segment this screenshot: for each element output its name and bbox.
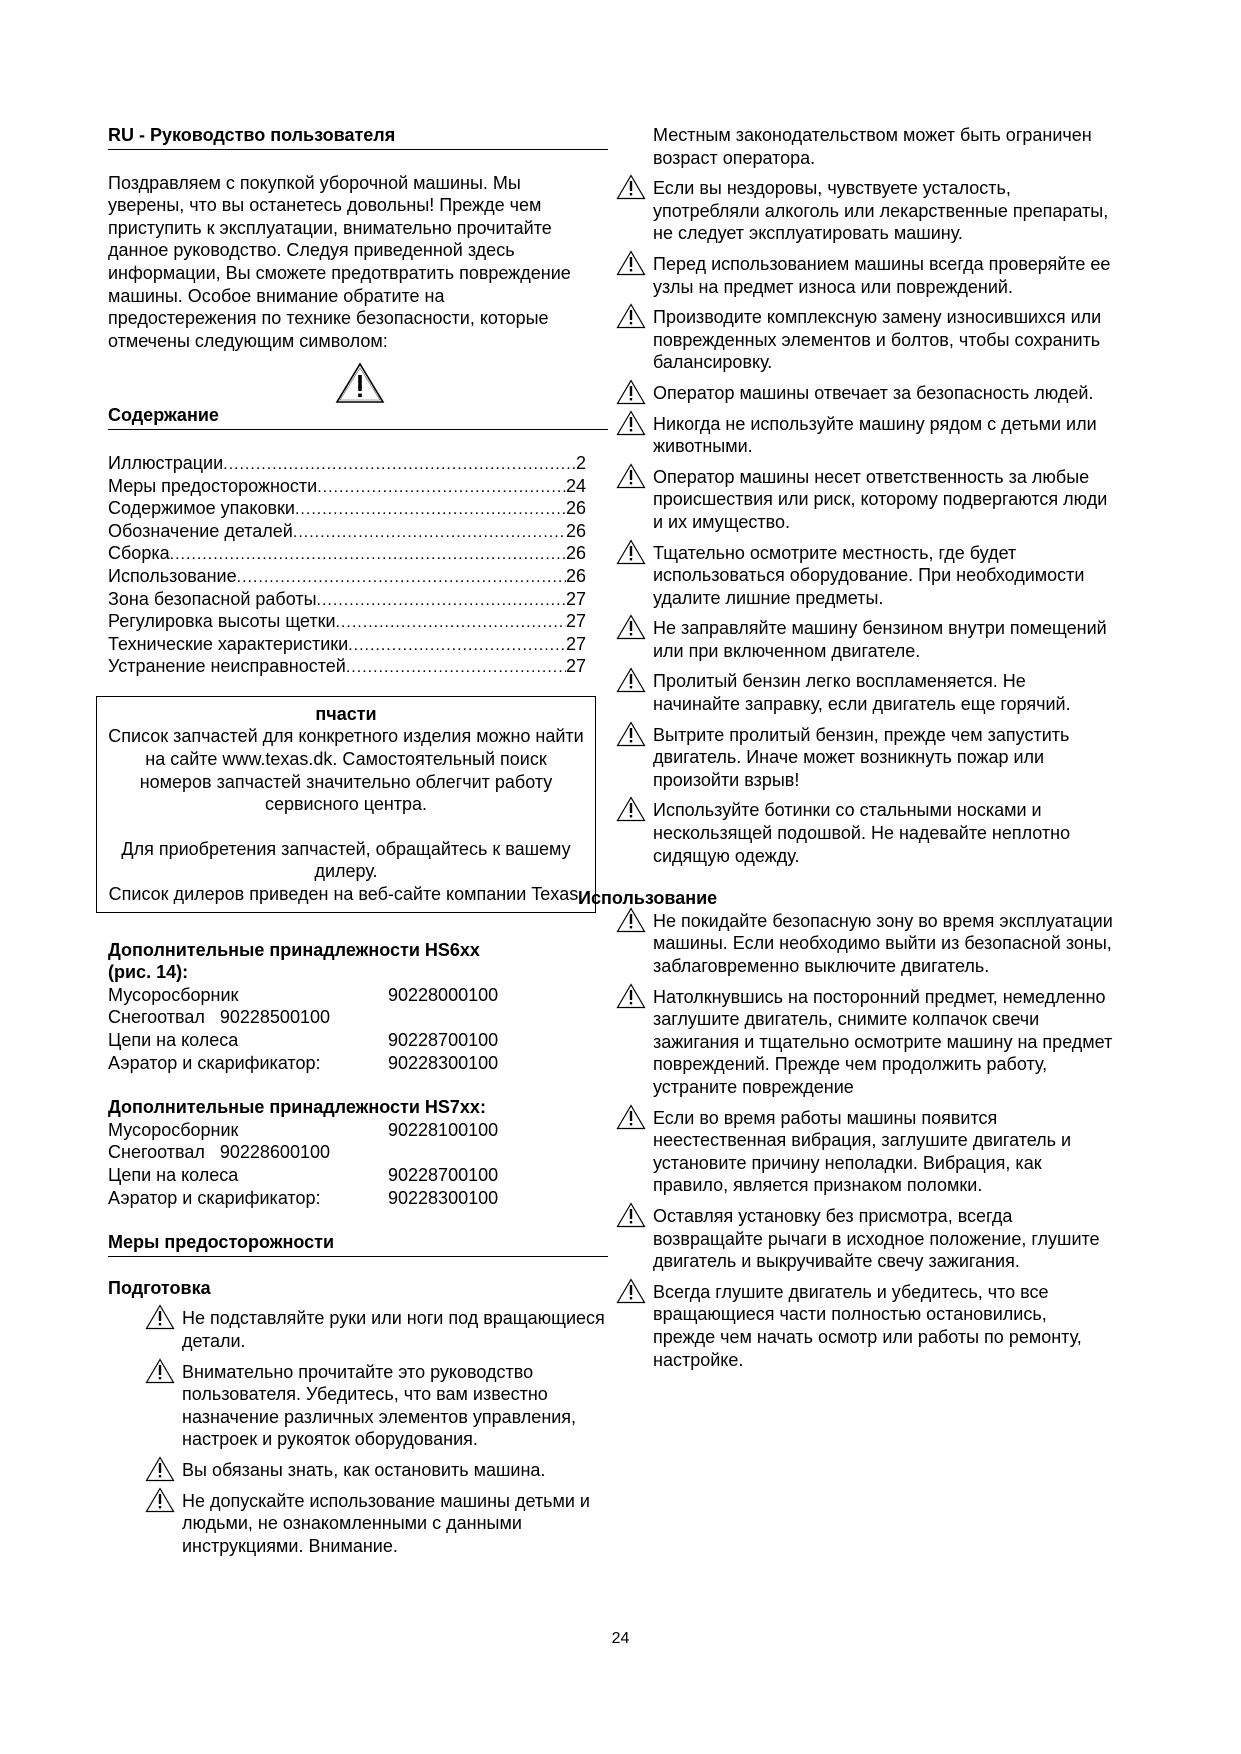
safety-warnings	[653, 177, 1153, 867]
warning-triangle-icon	[616, 539, 646, 565]
list-item	[108, 1029, 608, 1052]
accessories-hs6-list	[108, 984, 608, 1074]
toc-row[interactable]	[108, 475, 586, 498]
warning-text: Тщательно осмотрите местность, где будет использоваться оборудование. При необходимости удалите лишние предметы.	[653, 542, 1085, 608]
warning-item	[108, 1307, 608, 1352]
warning-triangle-icon	[616, 250, 646, 276]
toc-leader	[237, 567, 566, 590]
list-item	[108, 1052, 608, 1075]
toc-label: Содержимое упаковки	[108, 498, 295, 519]
list-item	[108, 1164, 608, 1187]
warning-text: Вы обязаны знать, как остановить машина.	[182, 1459, 546, 1480]
warning-text: Используйте ботинки со стальными носками и нескользящей подошвой. Не надевайте неплотно сидящую одежду.	[653, 800, 1071, 866]
parts-box-dealer-list-text: Список дилеров приведен на веб-сайте компании Texas.	[108, 884, 584, 905]
accessory-name: Мусоросборник	[108, 984, 239, 1005]
warning-text: Не допускайте использование машины детьми и людьми, не ознакомленными с данными инструкциями. Внимание.	[182, 1490, 590, 1556]
toc-leader	[346, 657, 566, 680]
warning-text: Оператор машины несет ответственность за любые происшествия или риск, которому подвергаются люди и их имущество.	[653, 466, 1108, 532]
toc-row[interactable]	[108, 610, 586, 633]
manual-title: RU - Руководство пользователя	[108, 124, 608, 150]
toc-leader	[170, 544, 566, 567]
warning-triangle-icon	[616, 410, 646, 436]
warning-text: Внимательно прочитайте это руководство пользователя. Убедитесь, что вам известно назначение различных элементов управления, настроек и рукояток оборудования.	[182, 1361, 577, 1450]
page-number: 24	[611, 1630, 630, 1647]
warning-triangle-icon	[616, 721, 646, 747]
toc-label: Меры предосторожности	[108, 475, 318, 496]
accessory-name: Аэратор и скарификатор:	[108, 1052, 321, 1073]
warning-text: Никогда не используйте машину рядом с детьми или животными.	[653, 413, 1097, 457]
preparation-heading: Подготовка	[108, 1277, 211, 1298]
toc-leader	[317, 477, 566, 500]
toc-leader	[293, 522, 566, 545]
warning-triangle-icon	[616, 1202, 646, 1228]
spare-parts-box	[96, 696, 596, 913]
toc-leader	[348, 635, 566, 658]
warning-triangle-icon	[616, 907, 646, 933]
warning-triangle-icon	[616, 174, 646, 200]
warning-item	[108, 1361, 608, 1451]
toc-page: 27	[565, 656, 586, 677]
toc-label: Использование	[108, 565, 237, 586]
warning-item	[578, 724, 1113, 792]
toc-row[interactable]	[108, 633, 586, 656]
warning-item	[578, 1281, 1113, 1371]
warning-triangle-icon	[616, 614, 646, 640]
toc-label: Зона безопасной работы	[108, 588, 317, 609]
table-of-contents	[108, 452, 586, 678]
warning-text: Производите комплексную замену износившихся или поврежденных элементов и болтов, чтобы сохранить балансировку.	[653, 307, 1102, 373]
toc-label: Устранение неисправностей	[108, 656, 346, 677]
warning-item	[578, 253, 1113, 298]
accessory-name: Аэратор и скарификатор:	[108, 1187, 321, 1208]
toc-page: 27	[565, 633, 586, 654]
parts-box-dealer-text: Для приобретения запчастей, обращайтесь к вашему дилеру.	[121, 838, 571, 882]
list-item	[108, 1006, 608, 1029]
warning-text: Пролитый бензин легко воспламеняется. Не начинайте заправку, если двигатель еще горячий.	[653, 671, 1071, 715]
warning-triangle-icon	[616, 463, 646, 489]
toc-row[interactable]	[108, 497, 586, 520]
warning-item	[578, 177, 1113, 245]
toc-label: Регулировка высоты щетки	[108, 611, 336, 632]
accessories-hs6-heading: Дополнительные принадлежности HS6xx	[108, 939, 480, 960]
warning-triangle-icon	[616, 983, 646, 1009]
accessories-hs6-figure-ref: (рис. 14):	[108, 962, 189, 983]
toc-label: Обозначение деталей	[108, 520, 293, 541]
accessory-name: Снегоотвал 90228600100	[108, 1142, 330, 1163]
toc-page: 27	[565, 611, 586, 632]
accessory-name: Снегоотвал 90228500100	[108, 1007, 330, 1028]
toc-leader	[295, 499, 566, 522]
parts-box-title: пчасти	[315, 703, 377, 724]
warning-text: Всегда глушите двигатель и убедитесь, что все вращающиеся части полностью остановились, прежде чем начать осмотр или работы по ремонту, настройке.	[653, 1281, 1082, 1370]
accessory-code: 90228100100	[388, 1119, 499, 1140]
parts-box-text: Список запчастей для конкретного изделия можно найти на сайте www.texas.dk. Самостоятельный поиск номеров запчастей значительно облегчит работу сервисного центра.	[108, 726, 584, 815]
warning-item	[578, 382, 1113, 405]
warning-text: Оператор машины отвечает за безопасность людей.	[653, 382, 1094, 403]
toc-page: 2	[575, 452, 586, 473]
intro-paragraph: Поздравляем с покупкой уборочной машины. Мы уверены, что вы останетесь довольны! Прежде чем приступить к эксплуатации, внимательно прочитайте данное руководство. Следуя приведенной здесь информации, Вы сможете предотвратить повреждение машины. Особое внимание обратите на предостережения по технике безопасности, которые отмечены следующим символом:	[108, 172, 571, 351]
toc-leader	[317, 590, 566, 613]
left-column	[108, 124, 608, 1557]
toc-label: Технические характеристики	[108, 633, 349, 654]
toc-page: 26	[565, 565, 586, 586]
warning-triangle-icon	[616, 1278, 646, 1304]
warning-item	[578, 1205, 1113, 1273]
warning-text: Не заправляйте машину бензином внутри помещений или при включенном двигателе.	[653, 618, 1107, 661]
warning-item	[108, 1490, 608, 1558]
toc-page: 26	[565, 498, 586, 519]
list-item	[108, 1187, 608, 1210]
warning-triangle-icon	[616, 796, 646, 822]
warning-item	[578, 799, 1113, 867]
warning-item	[108, 1459, 608, 1482]
toc-row[interactable]	[108, 565, 586, 588]
toc-label: Сборка	[108, 543, 170, 564]
toc-label: Иллюстрации	[108, 452, 224, 473]
accessory-code: 90228700100	[388, 1030, 499, 1050]
precautions-heading: Меры предосторожности	[108, 1231, 608, 1257]
usage-heading: Использование	[578, 888, 718, 909]
toc-page: 24	[565, 475, 586, 496]
accessory-name: Мусоросборник	[108, 1119, 239, 1140]
toc-row[interactable]	[108, 542, 586, 565]
preparation-warnings	[108, 1307, 608, 1557]
continued-text: Местным законодательством может быть ограничен возраст оператора.	[653, 125, 1092, 168]
accessory-code: 90228300100	[388, 1187, 499, 1208]
accessory-code: 90228000100	[388, 984, 499, 1005]
warning-text: Если вы нездоровы, чувствуете усталость, употребляли алкоголь или лекарственные препараты, не следует эксплуатировать машину.	[653, 178, 1109, 244]
warning-item	[578, 542, 1113, 610]
warning-triangle-icon	[616, 667, 646, 693]
warning-triangle-icon	[335, 362, 385, 404]
toc-leader	[223, 454, 576, 477]
warning-text: Оставляя установку без присмотра, всегда возвращайте рычаги в исходное положение, глушите двигатель и выкручивайте свечу зажигания.	[653, 1205, 1100, 1272]
accessory-name: Цепи на колеса	[108, 1164, 239, 1185]
accessories-hs7-list	[108, 1119, 608, 1209]
list-item	[108, 1141, 608, 1164]
contents-heading: Содержание	[108, 404, 608, 430]
toc-leader	[336, 612, 566, 635]
warning-triangle-icon	[616, 379, 646, 405]
usage-warnings	[653, 910, 1153, 1371]
warning-text: Если во время работы машины появится неестественная вибрация, заглушите двигатель и установите причину неполадки. Вибрация, как правило, является признаком поломки.	[653, 1107, 1072, 1196]
warning-triangle-icon	[616, 1104, 646, 1130]
warning-text: Натолкнувшись на посторонний предмет, немедленно заглушите двигатель, снимите колпачок свечи зажигания и тщательно осмотрите машину на предмет повреждений. Прежде чем продолжить работу, устраните повреждение	[653, 986, 1113, 1097]
warning-text: Не покидайте безопасную зону во время эксплуатации машины. Если необходимо выйти из безопасной зоны, заблаговременно выключите двигатель.	[653, 910, 1113, 976]
warning-text: Вытрите пролитый бензин, прежде чем запустить двигатель. Иначе может возникнуть пожар или произойти взрыв!	[653, 724, 1070, 790]
toc-row[interactable]	[108, 520, 586, 543]
warning-item	[578, 306, 1113, 374]
accessories-hs7-heading: Дополнительные принадлежности HS7xx:	[108, 1097, 486, 1118]
warning-item	[578, 910, 1113, 978]
right-column	[578, 124, 1153, 1371]
toc-row[interactable]	[108, 452, 586, 475]
warning-item	[578, 617, 1113, 662]
toc-page: 26	[565, 543, 586, 564]
warning-text: Не подставляйте руки или ноги под вращающиеся детали.	[182, 1308, 605, 1351]
warning-item	[578, 413, 1113, 458]
warning-triangle-icon	[145, 1358, 175, 1384]
toc-page: 26	[565, 520, 586, 541]
warning-text: Перед использованием машины всегда проверяйте ее узлы на предмет износа или повреждений.	[653, 253, 1111, 297]
warning-item	[578, 466, 1113, 534]
accessory-name: Цепи на колеса	[108, 1030, 239, 1050]
toc-page: 27	[565, 588, 586, 609]
warning-triangle-icon	[145, 1487, 175, 1513]
warning-item	[578, 1107, 1113, 1197]
list-item	[108, 984, 608, 1007]
toc-row[interactable]	[108, 655, 586, 678]
accessory-code: 90228700100	[388, 1164, 499, 1185]
list-item	[108, 1119, 608, 1142]
warning-item	[578, 986, 1113, 1099]
toc-row[interactable]	[108, 588, 586, 611]
warning-item	[578, 670, 1113, 715]
warning-triangle-icon	[145, 1304, 175, 1330]
accessory-code: 90228300100	[388, 1052, 499, 1073]
warning-triangle-icon	[145, 1456, 175, 1482]
warning-triangle-icon	[616, 303, 646, 329]
